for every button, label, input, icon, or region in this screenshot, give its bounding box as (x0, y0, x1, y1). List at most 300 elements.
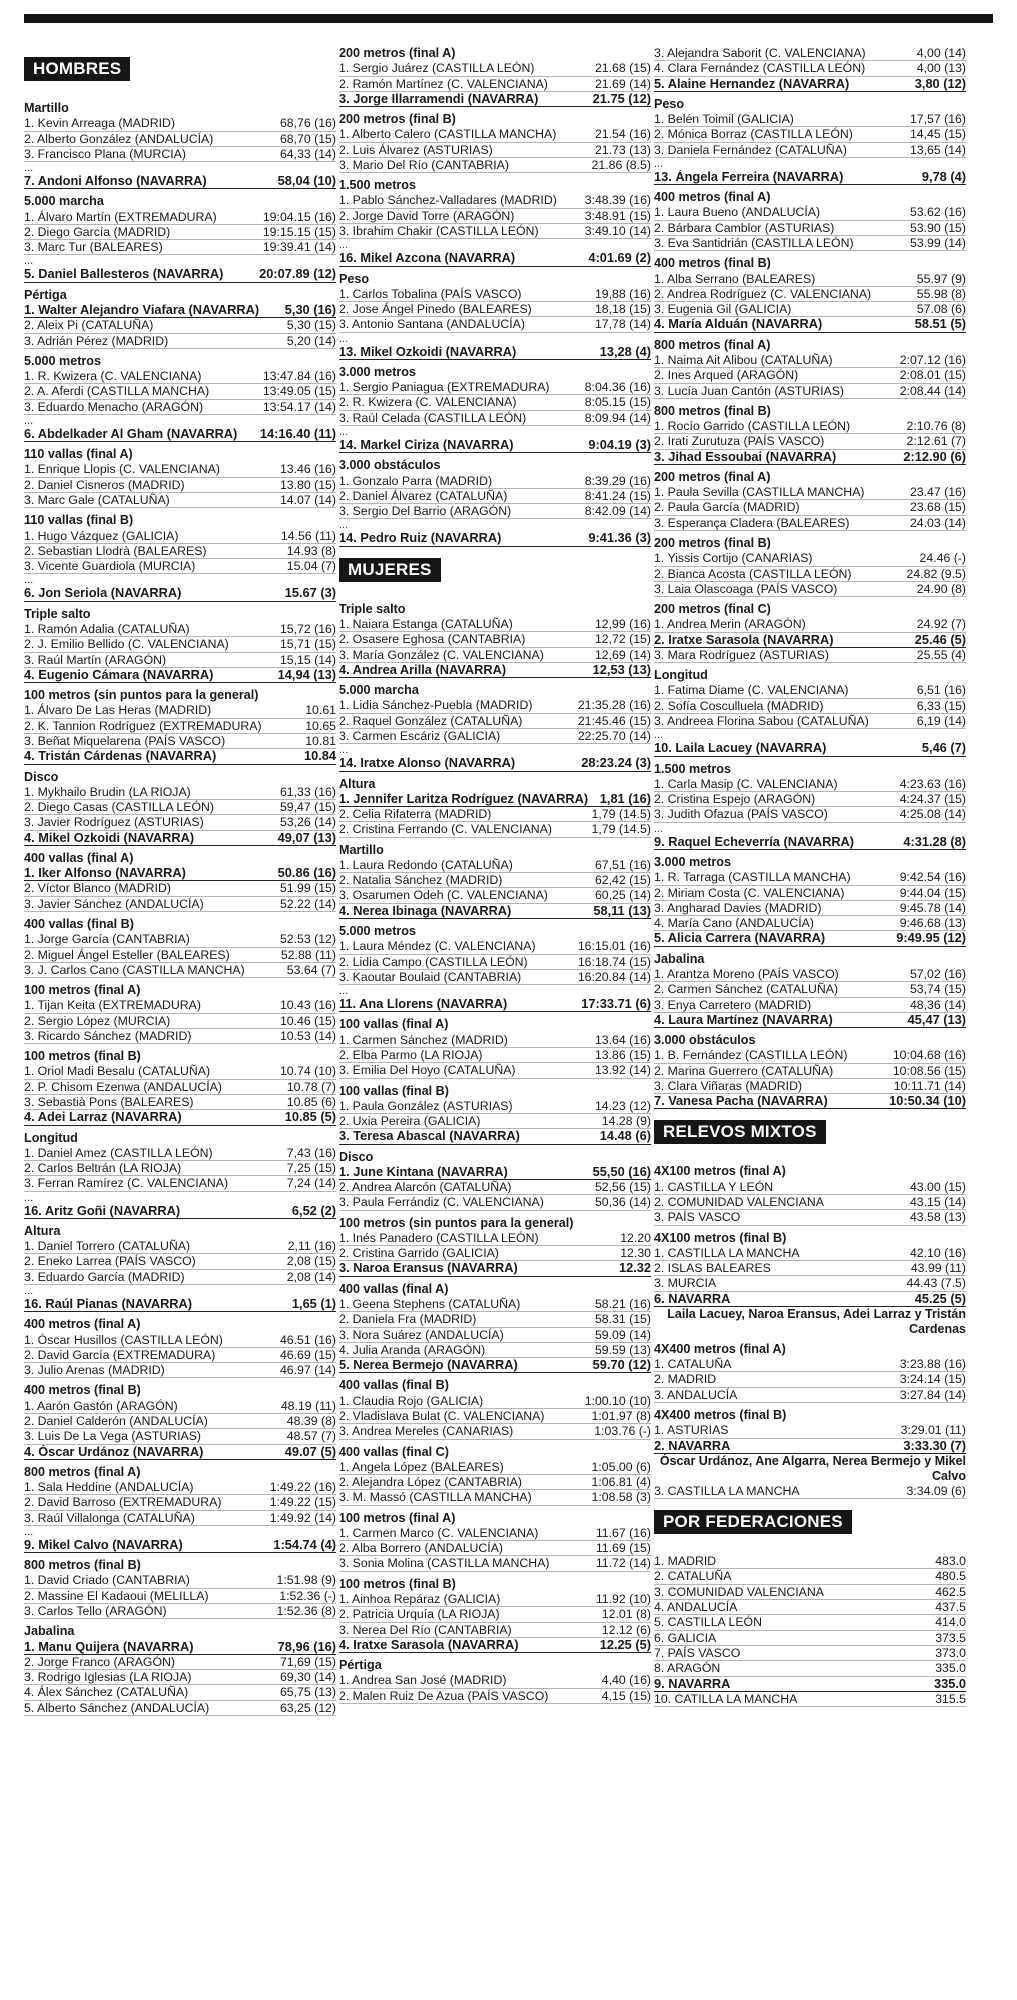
athlete-name: 1. Gonzalo Parra (MADRID) (339, 473, 493, 488)
result-mark: 10.74 (10) (279, 1064, 336, 1079)
athlete-name: 1. Aarón Gastón (ARAGÓN) (24, 1398, 178, 1413)
result-row (339, 873, 651, 888)
result-row (339, 1689, 651, 1704)
navarra-result-row (339, 1358, 651, 1373)
navarra-result-row (339, 756, 651, 771)
event-block (339, 924, 651, 1012)
result-row (654, 1261, 966, 1276)
athlete-name: 1. CATALUÑA (654, 1357, 732, 1372)
result-mark: 12.20 (620, 1230, 651, 1245)
athlete-name: 2. Patricia Urquía (LA RIOJA) (339, 1607, 500, 1622)
result-mark: 13.92 (14) (594, 1063, 651, 1078)
result-mark: 14,45 (15) (909, 127, 966, 142)
result-row (339, 193, 651, 208)
result-row (339, 1623, 651, 1638)
event-title: 400 metros (final B) (24, 1383, 141, 1398)
result-mark: 23.68 (15) (909, 500, 966, 515)
result-mark: 462.5 (935, 1584, 966, 1599)
athlete-name: 11. Ana Llorens (NAVARRA) (339, 997, 508, 1012)
result-row (24, 1573, 336, 1588)
event-title: 5.000 marcha (339, 683, 419, 698)
result-row (339, 1063, 651, 1078)
athlete-name: 1. Angela López (BALEARES) (339, 1459, 504, 1474)
result-row (339, 1033, 651, 1048)
result-mark: 15.04 (7) (286, 559, 336, 574)
result-mark: 3:48.91 (15) (584, 208, 651, 223)
result-row (339, 1246, 651, 1261)
athlete-name: 5. Alicia Carrera (NAVARRA) (654, 931, 826, 946)
event-title: Triple salto (339, 601, 406, 616)
athlete-name: 1. Jorge García (CANTABRIA) (24, 932, 190, 947)
athlete-name: 1. Álvaro Martín (EXTREMADURA) (24, 209, 217, 224)
result-row (24, 703, 336, 718)
navarra-result-row (24, 174, 336, 189)
athlete-name: 2. David Barroso (EXTREMADURA) (24, 1495, 222, 1510)
result-mark: 24.82 (9.5) (906, 566, 966, 581)
athlete-name: 9. Mikel Calvo (NAVARRA) (24, 1537, 183, 1552)
event-title: 100 metros (final A) (339, 1510, 456, 1525)
result-mark: 15,72 (16) (279, 621, 336, 636)
athlete-name: 1. Carmen Marco (C. VALENCIANA) (339, 1525, 539, 1540)
athlete-name: 2. Alberto González (ANDALUCÍA) (24, 131, 214, 146)
result-mark: 9:41.36 (3) (588, 530, 651, 546)
athlete-name: 3. Enya Carretero (MADRID) (654, 997, 812, 1012)
result-row (654, 1210, 966, 1225)
result-row (654, 127, 966, 142)
result-mark: 4:31.28 (8) (903, 833, 966, 849)
result-mark: 2,08 (15) (286, 1254, 336, 1269)
result-mark: 10.81 (305, 733, 336, 748)
result-mark: 1,81 (16) (599, 790, 651, 806)
result-row (24, 132, 336, 147)
result-mark: 1,65 (1) (291, 1296, 336, 1312)
result-row (339, 224, 651, 239)
result-mark: 11.72 (14) (595, 1556, 651, 1571)
athlete-name: 1. Jennifer Laritza Rodríguez (NAVARRA) (339, 791, 589, 806)
result-row (24, 369, 336, 384)
event-title: Pértiga (339, 1658, 382, 1673)
result-row (339, 127, 651, 142)
event-block (339, 1577, 651, 1653)
result-row (339, 1048, 651, 1063)
result-mark: 335.0 (933, 1675, 966, 1691)
athlete-name: 3. Laia Olascoaga (PAÍS VASCO) (654, 581, 838, 596)
athlete-name: 2. Irati Zurutuza (PAÍS VASCO) (654, 434, 825, 449)
result-row (654, 1615, 966, 1630)
athlete-name: 2. Sergio López (MURCIA) (24, 1013, 171, 1028)
event-title: 3.000 metros (339, 364, 417, 379)
event-title: Longitud (654, 668, 708, 683)
result-row (24, 1348, 336, 1363)
result-mark: 3:34.09 (6) (906, 1483, 966, 1498)
result-mark: 64,33 (14) (279, 146, 336, 161)
result-mark: 19:04.15 (16) (262, 209, 336, 224)
result-mark: 1:52.36 (8) (276, 1604, 336, 1619)
result-mark: 14.48 (6) (599, 1128, 651, 1144)
navarra-result-row (339, 531, 651, 546)
result-row (339, 1297, 651, 1312)
result-mark: 2:07.12 (16) (899, 352, 966, 367)
event-block (24, 1624, 336, 1716)
event-block (24, 770, 336, 846)
result-row (654, 777, 966, 792)
athlete-name: 3. Mara Rodríguez (ASTURIAS) (654, 647, 829, 662)
ellipsis: ... (24, 1191, 34, 1204)
navarra-result-row (654, 835, 966, 850)
result-mark: 11.69 (15) (595, 1541, 651, 1556)
athlete-name: 2. Osasere Eghosa (CANTABRIA) (339, 632, 526, 647)
result-mark: 8:41.24 (15) (584, 488, 651, 503)
result-row (24, 719, 336, 734)
result-mark: 15,15 (14) (279, 652, 336, 667)
result-mark: 55,50 (16) (592, 1163, 651, 1179)
athlete-name: 1. B. Fernández (CASTILLA LEÓN) (654, 1048, 848, 1063)
athlete-name: 1. Fatima Diame (C. VALENCIANA) (654, 683, 849, 698)
result-mark: 68,76 (16) (279, 116, 336, 131)
result-row (24, 559, 336, 574)
athlete-name: 3. PAÍS VASCO (654, 1210, 741, 1225)
athlete-name: 2. R. Kwizera (C. VALENCIANA) (339, 395, 517, 410)
athlete-name: 5. CASTILLA LEÓN (654, 1615, 762, 1630)
result-row (654, 221, 966, 236)
result-row (654, 46, 966, 61)
event-title: 3.000 obstáculos (339, 458, 441, 473)
result-mark: 18,18 (15) (594, 302, 651, 317)
result-mark: 6,52 (2) (291, 1202, 336, 1218)
result-row (654, 1646, 966, 1661)
ellipsis: ... (339, 332, 349, 345)
result-row (654, 1661, 966, 1676)
athlete-name: 2. Celia Rifaterra (MADRID) (339, 807, 492, 822)
result-mark: 1:06.81 (4) (591, 1475, 651, 1490)
athlete-name: 3. ANDALUCÍA (654, 1387, 738, 1402)
athlete-name: 16. Raúl Pianas (NAVARRA) (24, 1297, 193, 1312)
section-heading: POR FEDERACIONES (654, 1510, 852, 1534)
athlete-name: 1. Hugo Vázquez (GALICIA) (24, 528, 179, 543)
result-mark: 28:23.24 (3) (581, 755, 651, 771)
result-mark: 12,99 (16) (594, 616, 651, 631)
column-3 (654, 46, 966, 1712)
result-mark: 1:05.00 (6) (591, 1459, 651, 1474)
result-mark: 21.73 (13) (594, 142, 651, 157)
athlete-name: 1. Enrique Llopis (C. VALENCIANA) (24, 462, 220, 477)
event-title: Peso (654, 96, 685, 111)
athlete-name: 2. Paula García (MADRID) (654, 500, 800, 515)
result-mark: 10:50.34 (10) (889, 1093, 966, 1109)
result-row (339, 617, 651, 632)
result-mark: 53.99 (14) (909, 236, 966, 251)
result-mark: 51.99 (15) (279, 881, 336, 896)
navarra-result-row (24, 668, 336, 683)
navarra-result-row (339, 345, 651, 360)
athlete-name: 3. Eduardo Menacho (ARAGÓN) (24, 399, 204, 414)
athlete-name: 3. Marc Tur (BALEARES) (24, 240, 163, 255)
athlete-name: 1. Walter Alejandro Viafara (NAVARRA) (24, 302, 260, 317)
result-mark: 59.09 (14) (594, 1327, 651, 1342)
result-mark: 3:27.84 (14) (899, 1387, 966, 1402)
result-mark: 12,53 (13) (592, 661, 651, 677)
result-mark: 17,57 (16) (909, 112, 966, 127)
result-mark: 24.90 (8) (916, 581, 966, 596)
result-mark: 19:15.15 (15) (262, 224, 336, 239)
event-title: 100 metros (final A) (24, 983, 141, 998)
result-row (339, 807, 651, 822)
result-row (339, 698, 651, 713)
result-mark: 55.97 (9) (916, 271, 966, 286)
result-row (654, 982, 966, 997)
result-mark: 4:25.08 (14) (899, 807, 966, 822)
result-row (24, 897, 336, 912)
result-row (24, 225, 336, 240)
athlete-name: 1. Inés Panadero (CASTILLA LEÓN) (339, 1230, 539, 1245)
event-block (339, 178, 651, 266)
navarra-result-row (24, 1538, 336, 1553)
result-row (654, 500, 966, 515)
result-row (654, 1048, 966, 1063)
athlete-name: 2. Alejandra López (CANTABRIA) (339, 1475, 522, 1490)
event-block (24, 1317, 336, 1378)
result-mark: 3:29.01 (11) (900, 1423, 966, 1438)
athlete-name: 1. Belén Toimil (GALICIA) (654, 112, 794, 127)
athlete-name: 1. Álvaro De Las Heras (MADRID) (24, 703, 212, 718)
athlete-name: 1. Pablo Sánchez-Valladares (MADRID) (339, 193, 557, 208)
result-mark: 58.21 (16) (594, 1296, 651, 1311)
athlete-name: 3. Eva Santidrián (CASTILLA LEÓN) (654, 236, 854, 251)
event-title: Disco (24, 769, 59, 784)
result-mark: 44.43 (7.5) (906, 1276, 966, 1291)
event-block (654, 855, 966, 947)
result-row (339, 714, 651, 729)
event-title: 400 metros (final A) (24, 1317, 141, 1332)
result-mark: 13.80 (15) (279, 477, 336, 492)
navarra-result-row (654, 931, 966, 946)
result-row (339, 380, 651, 395)
athlete-name: 2. Daniel Álvarez (CATALUÑA) (339, 488, 508, 503)
athlete-name: 3. Naroa Eransus (NAVARRA) (339, 1261, 518, 1276)
athlete-name: 2. Lidia Campo (CASTILLA LEÓN) (339, 954, 528, 969)
event-block (24, 688, 336, 764)
event-title: Disco (339, 1149, 374, 1164)
result-mark: 2:12.90 (6) (903, 448, 966, 464)
result-row (654, 916, 966, 931)
event-title: 100 vallas (final B) (339, 1083, 449, 1098)
athlete-name: 2. Daniel Cisneros (MADRID) (24, 477, 185, 492)
result-row (654, 1064, 966, 1079)
ellipsis: ... (654, 822, 664, 835)
athlete-name: 1. Naima Ait Alibou (CATALUÑA) (654, 352, 833, 367)
athlete-name: 4. Julia Aranda (ARAGÓN) (339, 1342, 486, 1357)
result-row (24, 1254, 336, 1269)
athlete-name: 1. Ainhoa Repáraz (GALICIA) (339, 1591, 501, 1606)
event-block (654, 1033, 966, 1109)
navarra-result-row (339, 663, 651, 678)
result-row (24, 881, 336, 896)
result-row (339, 955, 651, 970)
event-block (339, 1017, 651, 1078)
result-row (24, 1670, 336, 1685)
result-mark: 5,20 (14) (286, 333, 336, 348)
result-row (339, 970, 651, 985)
result-mark: 6,33 (15) (916, 698, 966, 713)
result-mark: 373.0 (935, 1645, 966, 1660)
event-block (24, 447, 336, 508)
result-row (339, 1195, 651, 1210)
result-row (339, 209, 651, 224)
event-block (339, 777, 651, 838)
result-mark: 7,24 (14) (286, 1176, 336, 1191)
result-row (24, 1701, 336, 1716)
navarra-result-row (654, 77, 966, 92)
athlete-name: 3. Sonia Molina (CASTILLA MANCHA) (339, 1556, 550, 1571)
result-mark: 49,07 (13) (277, 829, 336, 845)
event-title: 100 metros (final B) (24, 1049, 141, 1064)
event-block (654, 668, 966, 756)
navarra-result-row (339, 1129, 651, 1144)
result-mark: 50.86 (16) (277, 865, 336, 881)
result-mark: 9:42.54 (16) (899, 870, 966, 885)
athlete-name: 2. Alba Borrero (ANDALUCÍA) (339, 1541, 504, 1556)
result-mark: 60,25 (14) (594, 888, 651, 903)
result-row (339, 648, 651, 663)
athlete-name: 3. Esperança Cladera (BALEARES) (654, 515, 850, 530)
result-mark: 1:08.58 (3) (591, 1490, 651, 1505)
result-row (339, 1394, 651, 1409)
athlete-name: 3. Nerea Del Río (CANTABRIA) (339, 1622, 512, 1637)
athlete-name: 2. Luis Álvarez (ASTURIAS) (339, 142, 493, 157)
result-mark: 3:23.88 (16) (899, 1357, 966, 1372)
event-block (339, 1216, 651, 1277)
result-mark: 48,36 (14) (909, 997, 966, 1012)
result-row (339, 411, 651, 426)
athlete-name: 3. Marc Gale (CATALUÑA) (24, 493, 170, 508)
navarra-result-row (339, 997, 651, 1012)
athlete-name: 3. Ibrahim Chakir (CASTILLA LEÓN) (339, 223, 539, 238)
navarra-result-row (339, 1165, 651, 1180)
ellipsis: ... (24, 574, 34, 587)
result-row (654, 1631, 966, 1646)
event-title: 200 metros (final A) (654, 469, 771, 484)
result-row (339, 1409, 651, 1424)
result-mark: 62,42 (15) (594, 873, 651, 888)
navarra-result-row (654, 317, 966, 332)
athlete-name: 5. Alaine Hernandez (NAVARRA) (654, 76, 850, 91)
ellipsis: ... (339, 239, 349, 252)
result-mark: 1:00.10 (10) (584, 1393, 651, 1408)
result-mark: 65,75 (13) (279, 1685, 336, 1700)
event-block (654, 256, 966, 332)
result-row (339, 1607, 651, 1622)
column-1 (24, 57, 336, 1721)
athlete-name: 1. R. Tarraga (CASTILLA MANCHA) (654, 870, 851, 885)
event-block (24, 1383, 336, 1459)
result-mark: 3:48.39 (16) (584, 193, 651, 208)
athlete-name: 3. Javier Sánchez (ANDALUCÍA) (24, 896, 204, 911)
result-row (24, 998, 336, 1013)
result-row (339, 1490, 651, 1505)
event-block (654, 97, 966, 185)
ellipsis: ... (654, 157, 664, 170)
athlete-name: 1. Alba Serrano (BALEARES) (654, 271, 816, 286)
result-mark: 9,78 (4) (921, 168, 966, 184)
event-block (339, 843, 651, 919)
result-mark: 12.12 (6) (601, 1622, 651, 1637)
result-row (24, 734, 336, 749)
athlete-name: 1. Andrea San José (MADRID) (339, 1673, 507, 1688)
athlete-name: 1. Sala Heddine (ANDALUCÍA) (24, 1480, 194, 1495)
athlete-name: 2. Carmen Sánchez (CATALUÑA) (654, 982, 839, 997)
result-row (24, 637, 336, 652)
result-row (654, 1585, 966, 1600)
result-mark: 4,15 (15) (601, 1688, 651, 1703)
result-mark: 2:12.61 (7) (906, 434, 966, 449)
event-title: 200 metros (final A) (339, 46, 456, 60)
relay-team-note: Óscar Urdánoz, Ane Algarra, Nerea Bermejo y Mikel Calvo (659, 1453, 966, 1483)
result-row (24, 800, 336, 815)
athlete-name: 13. Ángela Ferreira (NAVARRA) (654, 169, 844, 184)
result-row (24, 1414, 336, 1429)
result-mark: 21.69 (14) (594, 76, 651, 91)
result-mark: 7,25 (15) (286, 1161, 336, 1176)
result-mark: 21.54 (16) (594, 127, 651, 142)
athlete-name: 3. CASTILLA LA MANCHA (654, 1483, 800, 1498)
athlete-name: 2. David García (EXTREMADURA) (24, 1347, 216, 1362)
result-row (339, 1328, 651, 1343)
event-block (339, 458, 651, 546)
result-row (339, 1673, 651, 1688)
athlete-name: 3. Sebastià Pons (BALEARES) (24, 1095, 194, 1109)
result-row (339, 729, 651, 744)
result-row (654, 870, 966, 885)
result-mark: 10.84 (303, 748, 336, 764)
result-row (339, 1460, 651, 1475)
athlete-name: 6. Jon Seriola (NAVARRA) (24, 586, 182, 601)
result-mark: 48.57 (7) (286, 1429, 336, 1444)
athlete-name: 3. Osarumen Odeh (C. VALENCIANA) (339, 888, 548, 903)
result-row (654, 998, 966, 1013)
result-mark: 58.51 (5) (914, 316, 966, 332)
navarra-result-row (654, 1292, 966, 1307)
athlete-name: 1. Tijan Keita (EXTREMADURA) (24, 998, 201, 1013)
athlete-name: 4. María Cano (ANDALUCÍA) (654, 916, 814, 931)
event-title: 400 metros (final A) (654, 190, 771, 205)
athlete-name: 2. Miguel Ángel Esteller (BALEARES) (24, 947, 230, 962)
result-mark: 43.58 (13) (909, 1210, 966, 1225)
result-row (339, 858, 651, 873)
result-mark: 315.5 (935, 1691, 966, 1706)
result-row (654, 1372, 966, 1387)
result-mark: 53.90 (15) (909, 220, 966, 235)
result-mark: 14.56 (11) (280, 528, 336, 543)
result-row (339, 158, 651, 173)
athlete-name: 4. Álex Sánchez (CATALUÑA) (24, 1685, 189, 1700)
athlete-name: 3. Vicente Guardiola (MURCIA) (24, 559, 196, 574)
event-title: Altura (24, 1223, 61, 1238)
result-row (24, 815, 336, 830)
result-mark: 45,47 (13) (907, 1011, 966, 1027)
result-mark: 14.07 (14) (279, 493, 336, 508)
result-mark: 2,11 (16) (287, 1239, 336, 1254)
athlete-name: 2. Daniela Fra (MADRID) (339, 1312, 477, 1327)
event-title: 4X100 metros (final A) (654, 1164, 786, 1179)
result-mark: 10.61 (305, 703, 336, 718)
result-row (24, 1333, 336, 1348)
result-mark: 12.32 (618, 1260, 651, 1276)
athlete-name: 1. Daniel Torrero (CATALUÑA) (24, 1239, 191, 1254)
athlete-name: 10. Laila Lacuey (NAVARRA) (654, 741, 827, 756)
result-row (339, 1424, 651, 1439)
result-row (654, 1692, 966, 1707)
result-row (24, 1270, 336, 1285)
